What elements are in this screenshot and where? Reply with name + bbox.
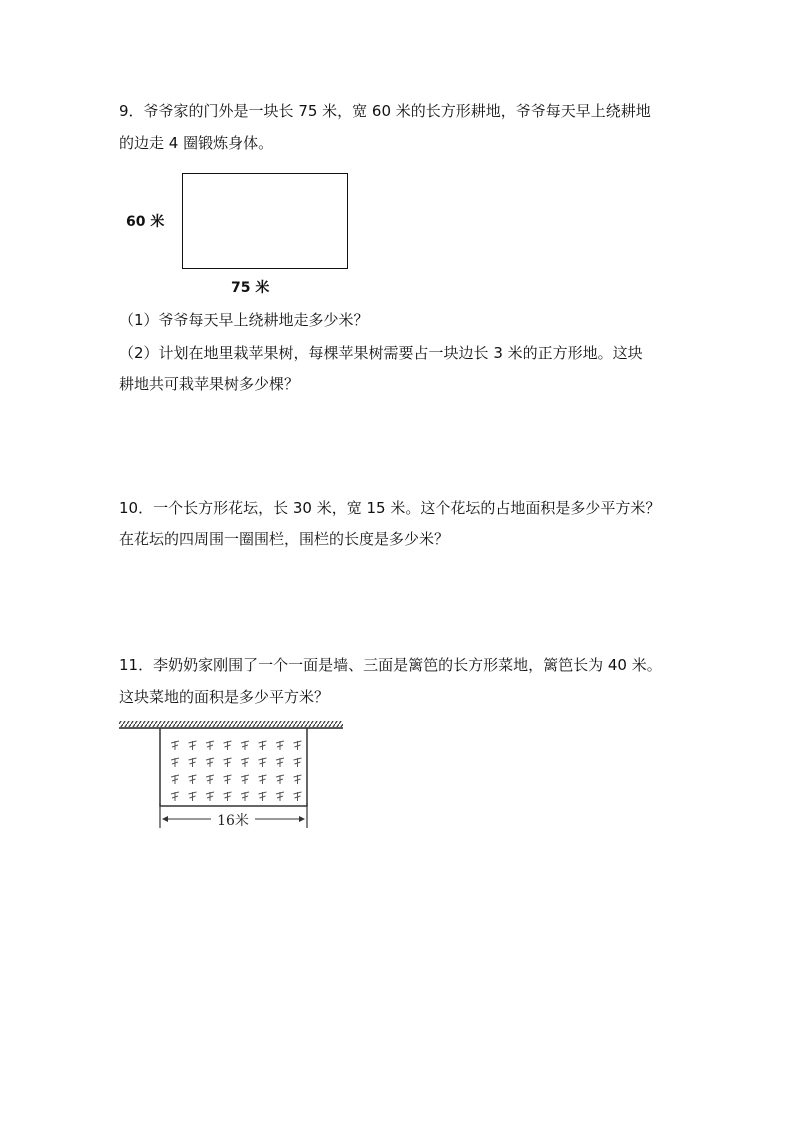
plant-sprout	[171, 775, 179, 784]
plant-sprout	[224, 741, 232, 750]
q9-field-rectangle	[182, 173, 348, 269]
plant-sprout	[189, 775, 197, 784]
plant-sprout	[241, 758, 249, 767]
q11-text-line2: 这块菜地的面积是多少平方米？	[119, 688, 330, 706]
wall-hatching	[119, 721, 343, 727]
plant-sprout	[276, 741, 284, 750]
plant-sprout	[189, 758, 197, 767]
q10-text-line1: 10．一个长方形花坛，长 30 米，宽 15 米。这个花坛的占地面积是多少平方米？	[119, 499, 661, 517]
q9-sub2-line2: 耕地共可栽苹果树多少棵？	[119, 375, 300, 393]
q11-vegetable-garden-diagram	[119, 718, 347, 830]
q9-width-label: 60 米	[126, 214, 165, 230]
plant-sprout	[206, 741, 214, 750]
plant-sprout	[276, 775, 284, 784]
plant-sprout	[171, 741, 179, 750]
q9-text-line1: 9．爷爷家的门外是一块长 75 米，宽 60 米的长方形耕地，爷爷每天早上绕耕地	[119, 102, 651, 120]
plant-sprout	[259, 792, 267, 801]
plant-sprout	[294, 758, 302, 767]
q11-figure	[119, 718, 347, 834]
q9-text-line2: 的边走 4 圈锻炼身体。	[119, 134, 274, 152]
plant-sprout	[171, 792, 179, 801]
plant-sprout	[241, 741, 249, 750]
plant-sprout	[189, 792, 197, 801]
plant-sprout	[259, 758, 267, 767]
dimension-arrow-left	[162, 816, 168, 822]
plant-sprout	[189, 741, 197, 750]
q10-text-line2: 在花坛的四周围一圈围栏，围栏的长度是多少米？	[119, 530, 450, 548]
plant-sprout	[224, 775, 232, 784]
plants-group	[171, 741, 302, 801]
plant-sprout	[206, 792, 214, 801]
plant-sprout	[171, 758, 179, 767]
q9-sub2-line1: （2）计划在地里栽苹果树，每棵苹果树需要占一块边长 3 米的正方形地。这块	[119, 344, 643, 362]
plant-sprout	[241, 792, 249, 801]
plant-sprout	[206, 775, 214, 784]
plant-sprout	[259, 775, 267, 784]
plant-sprout	[259, 741, 267, 750]
plant-sprout	[294, 741, 302, 750]
plant-sprout	[206, 758, 214, 767]
q9-sub1: （1）爷爷每天早上绕耕地走多少米？	[119, 311, 369, 329]
q9-length-label: 75 米	[231, 280, 270, 296]
plant-sprout	[294, 775, 302, 784]
plant-sprout	[224, 792, 232, 801]
plant-sprout	[276, 792, 284, 801]
q11-text-line1: 11．李奶奶家刚围了一个一面是墙、三面是篱笆的长方形菜地，篱笆长为 40 米。	[119, 656, 662, 674]
plant-sprout	[276, 758, 284, 767]
fence-outline	[160, 728, 307, 806]
plant-sprout	[241, 775, 249, 784]
plant-sprout	[294, 792, 302, 801]
dimension-arrow-right	[299, 816, 305, 822]
plant-sprout	[224, 758, 232, 767]
q11-length-label: 16米	[217, 813, 249, 829]
